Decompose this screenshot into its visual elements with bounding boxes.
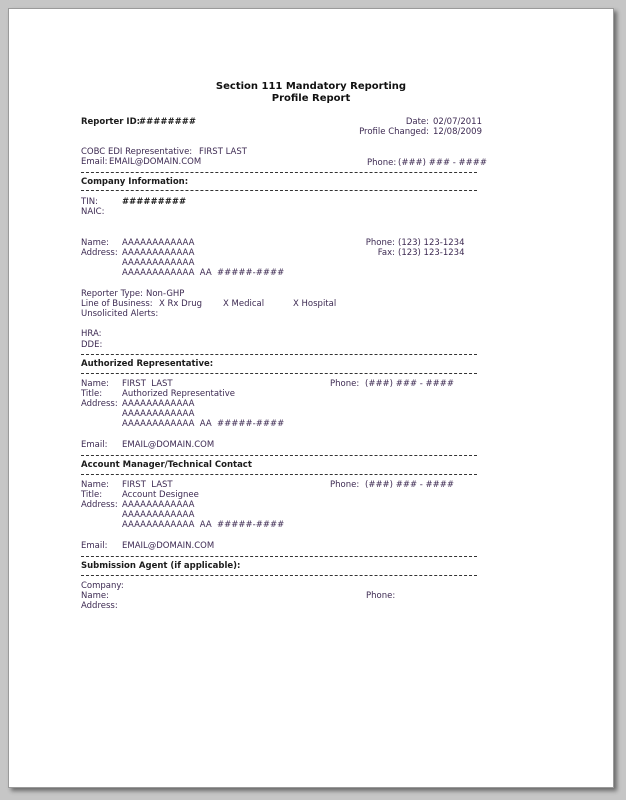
authorized-heading: Authorized Representative: xyxy=(81,359,214,369)
am-name-label: Name: xyxy=(81,480,109,490)
cobc-rep-value: FIRST LAST xyxy=(199,147,247,157)
company-name-value: AAAAAAAAAAAA xyxy=(122,238,195,248)
divider xyxy=(81,455,477,456)
auth-phone-value: (###) ### - #### xyxy=(365,379,455,389)
submission-agent-heading: Submission Agent (if applicable): xyxy=(81,561,241,571)
report-subtitle: Profile Report xyxy=(271,93,351,104)
auth-title-label: Title: xyxy=(81,389,103,399)
company-name-label: Name: xyxy=(81,238,109,248)
auth-email-label: Email: xyxy=(81,440,108,450)
company-address-label: Address: xyxy=(81,248,118,258)
cobc-phone-value: (###) ### - #### xyxy=(398,158,488,168)
divider xyxy=(81,190,477,191)
am-address-line3: AAAAAAAAAAAA AA #####-#### xyxy=(122,520,285,530)
am-name-value: FIRST LAST xyxy=(122,480,173,490)
company-fax-value: (123) 123-1234 xyxy=(398,248,465,258)
am-title-value: Account Designee xyxy=(122,490,199,500)
am-phone-value: (###) ### - #### xyxy=(365,480,455,490)
am-address-line2: AAAAAAAAAAAA xyxy=(122,510,195,520)
hra-label: HRA: xyxy=(81,329,102,339)
cobc-rep-label: COBC EDI Representative: xyxy=(81,147,193,157)
auth-address-line1: AAAAAAAAAAAA xyxy=(122,399,195,409)
account-manager-heading: Account Manager/Technical Contact xyxy=(81,460,252,470)
divider xyxy=(81,373,477,374)
tin-label: TIN: xyxy=(81,197,98,207)
cobc-phone-label: Phone: xyxy=(367,158,397,168)
company-address-line2: AAAAAAAAAAAA xyxy=(122,258,195,268)
sa-name-label: Name: xyxy=(81,591,109,601)
reporter-type-value: Non-GHP xyxy=(146,289,185,299)
dde-label: DDE: xyxy=(81,340,103,350)
divider xyxy=(81,575,477,576)
am-address-label: Address: xyxy=(81,500,118,510)
auth-email-value: EMAIL@DOMAIN.COM xyxy=(122,440,215,450)
company-address-line1: AAAAAAAAAAAA xyxy=(122,248,195,258)
auth-address-line3: AAAAAAAAAAAA AA #####-#### xyxy=(122,419,285,429)
auth-address-line2: AAAAAAAAAAAA xyxy=(122,409,195,419)
auth-address-label: Address: xyxy=(81,399,118,409)
report-title: Section 111 Mandatory Reporting xyxy=(215,81,407,92)
am-title-label: Title: xyxy=(81,490,103,500)
company-phone-value: (123) 123-1234 xyxy=(398,238,465,248)
auth-title-value: Authorized Representative xyxy=(122,389,235,399)
divider xyxy=(81,172,477,173)
cobc-email-label: Email: xyxy=(81,157,108,167)
divider xyxy=(81,354,477,355)
reporter-id-value: ######## xyxy=(139,117,196,127)
date-label: Date: xyxy=(405,117,429,127)
auth-name-value: FIRST LAST xyxy=(122,379,173,389)
sa-company-label: Company: xyxy=(81,581,124,591)
cobc-email-value: EMAIL@DOMAIN.COM xyxy=(109,157,202,167)
report-page xyxy=(8,8,614,788)
reporter-type-label: Reporter Type: xyxy=(81,289,143,299)
profile-changed-value: 12/08/2009 xyxy=(433,127,482,137)
sa-address-label: Address: xyxy=(81,601,118,611)
am-email-label: Email: xyxy=(81,541,108,551)
lob-item-hospital: X Hospital xyxy=(293,299,337,309)
divider xyxy=(81,556,477,557)
company-phone-label: Phone: xyxy=(365,238,395,248)
naic-label: NAIC: xyxy=(81,207,105,217)
auth-phone-label: Phone: xyxy=(330,379,360,389)
divider xyxy=(81,474,477,475)
lob-item-rx-drug: X Rx Drug xyxy=(159,299,202,309)
company-heading: Company Information: xyxy=(81,177,189,187)
date-value: 02/07/2011 xyxy=(433,117,482,127)
reporter-id-label: Reporter ID: xyxy=(81,117,141,127)
unsolicited-alerts-label: Unsolicited Alerts: xyxy=(81,309,159,319)
am-email-value: EMAIL@DOMAIN.COM xyxy=(122,541,215,551)
lob-item-medical: X Medical xyxy=(223,299,265,309)
company-address-line3: AAAAAAAAAAAA AA #####-#### xyxy=(122,268,285,278)
sa-phone-label: Phone: xyxy=(366,591,396,601)
tin-value: ######### xyxy=(122,197,187,207)
profile-changed-label: Profile Changed: xyxy=(359,127,429,137)
am-address-line1: AAAAAAAAAAAA xyxy=(122,500,195,510)
company-fax-label: Fax: xyxy=(377,248,395,258)
auth-name-label: Name: xyxy=(81,379,109,389)
lob-label: Line of Business: xyxy=(81,299,153,309)
am-phone-label: Phone: xyxy=(330,480,360,490)
